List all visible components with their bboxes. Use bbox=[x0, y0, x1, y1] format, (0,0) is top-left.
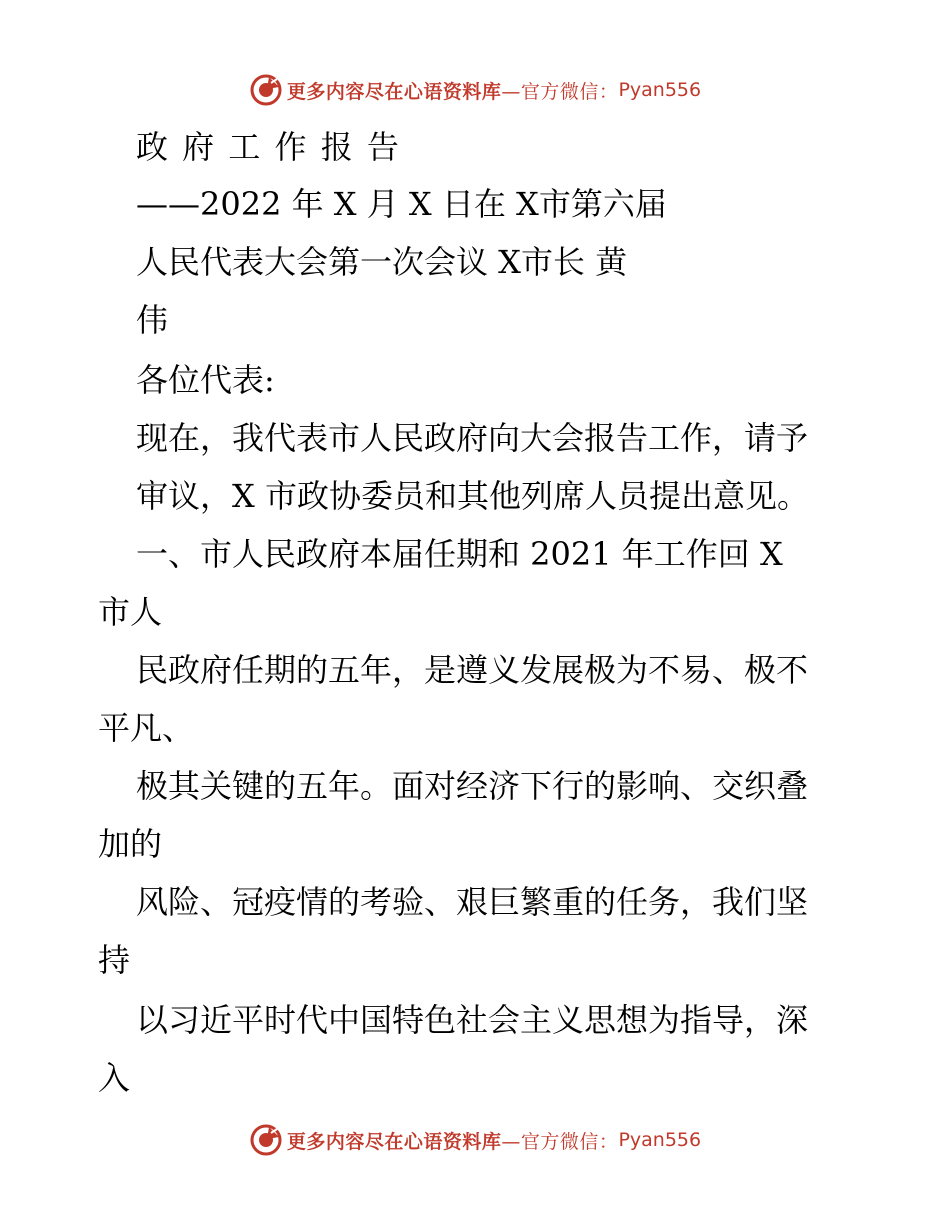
document-title: 政 府 工 作 报 告 bbox=[136, 128, 401, 166]
paragraph-line: 风险、冠疫情的考验、艰巨繁重的任务，我们坚 bbox=[136, 883, 809, 921]
paragraph-line: 入 bbox=[98, 1059, 131, 1097]
document-subtitle-line-3: 伟 bbox=[136, 301, 169, 339]
logo-icon bbox=[249, 73, 283, 107]
banner-wechat-label: —官方微信： bbox=[501, 1130, 619, 1153]
header-banner bbox=[0, 70, 950, 110]
salutation: 各位代表: bbox=[136, 361, 275, 399]
banner-wechat-id: Pyan556 bbox=[618, 79, 702, 101]
footer-banner bbox=[0, 1120, 950, 1160]
banner-text: 更多内容尽在心语资料库 bbox=[286, 1130, 502, 1153]
banner-wechat-label: —官方微信： bbox=[501, 80, 619, 103]
paragraph-line: 极其关键的五年。面对经济下行的影响、交织叠 bbox=[136, 767, 809, 805]
paragraph-line: 民政府任期的五年，是遵义发展极为不易、极不 bbox=[136, 651, 809, 689]
document-subtitle-line-1: ——2022 年 X 月 X 日在 X市第六届 bbox=[136, 185, 667, 223]
paragraph-line: 审议，X 市政协委员和其他列席人员提出意见。 bbox=[136, 477, 809, 515]
paragraph-line: 平凡、 bbox=[98, 709, 195, 747]
logo-icon bbox=[249, 1123, 283, 1157]
document-subtitle-line-2: 人民代表大会第一次会议 X市长 黄 bbox=[136, 243, 628, 281]
paragraph-line: 以习近平时代中国特色社会主义思想为指导，深 bbox=[136, 1001, 809, 1039]
banner-text: 更多内容尽在心语资料库 bbox=[286, 80, 502, 103]
paragraph-line: 持 bbox=[98, 941, 131, 979]
banner-wechat-id: Pyan556 bbox=[618, 1129, 702, 1151]
paragraph-line: 市人 bbox=[98, 593, 163, 631]
paragraph-line: 加的 bbox=[98, 825, 163, 863]
section-heading: 一、市人民政府本届任期和 2021 年工作回 X bbox=[136, 535, 783, 573]
paragraph-line: 现在，我代表市人民政府向大会报告工作，请予 bbox=[136, 419, 809, 457]
